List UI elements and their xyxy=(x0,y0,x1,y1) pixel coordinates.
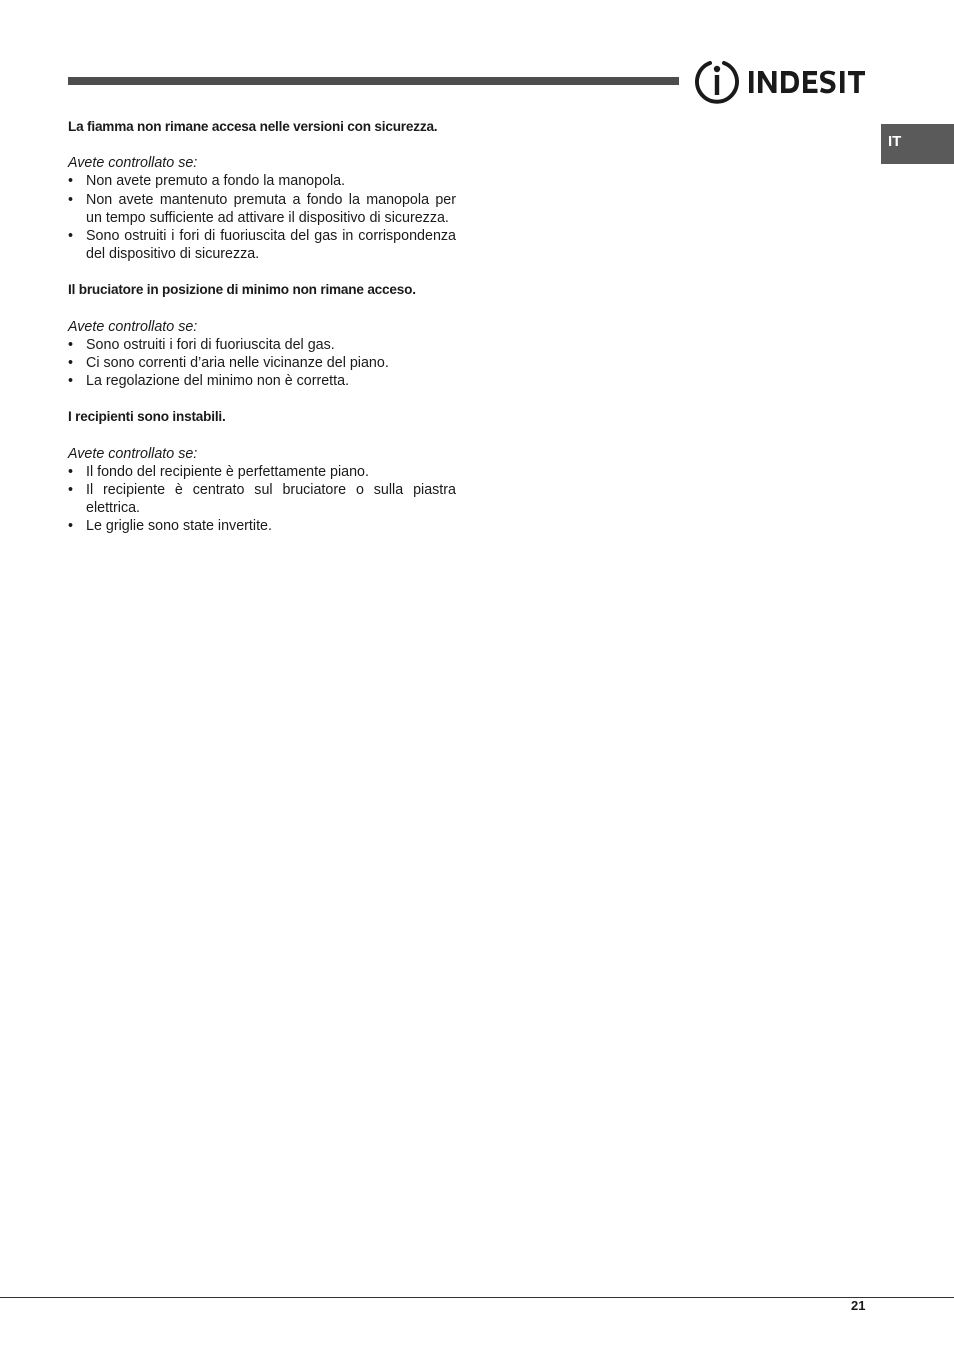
section-unstable-pans xyxy=(68,408,456,535)
troubleshooting-content xyxy=(68,118,456,554)
section-flame-safety xyxy=(68,118,456,263)
section-title: Il bruciatore in posizione di minimo non rimane acceso. xyxy=(68,282,416,298)
section-title: I recipienti sono instabili. xyxy=(68,409,226,425)
header-rule xyxy=(68,77,679,85)
check-list xyxy=(68,336,456,391)
page-number: 21 xyxy=(851,1298,866,1313)
list-item: • Il recipiente è centrato sul bruciatore o sulla piastra elettrica. xyxy=(68,481,456,517)
check-label: Avete controllato se: xyxy=(68,155,198,172)
list-item: • Non avete premuto a fondo la manopola. xyxy=(68,172,456,190)
footer-rule xyxy=(0,1297,954,1298)
section-burner-minimum xyxy=(68,281,456,390)
list-item: • Sono ostruiti i fori di fuoriuscita del gas in corrispondenza del dispositivo di sicurezza. xyxy=(68,227,456,263)
language-tab: IT xyxy=(881,124,954,164)
section-title: La fiamma non rimane accesa nelle versioni con sicurezza. xyxy=(68,119,438,134)
list-item: • Il fondo del recipiente è perfettamente piano. xyxy=(68,463,456,481)
list-item: • Ci sono correnti d’aria nelle vicinanze del piano. xyxy=(68,354,456,372)
check-label: Avete controllato se: xyxy=(68,445,198,462)
list-item: • Le griglie sono state invertite. xyxy=(68,517,456,535)
check-list xyxy=(68,172,456,263)
list-item: • La regolazione del minimo non è corretta. xyxy=(68,372,456,390)
check-label: Avete controllato se: xyxy=(68,318,198,335)
indesit-logo xyxy=(694,58,870,106)
list-item: • Sono ostruiti i fori di fuoriuscita del gas. xyxy=(68,336,456,354)
indesit-logo-icon xyxy=(694,58,870,106)
list-item: • Non avete mantenuto premuta a fondo la manopola per un tempo sufficiente ad attivare il dispositivo di sicurezza. xyxy=(68,191,456,227)
check-list xyxy=(68,463,456,536)
